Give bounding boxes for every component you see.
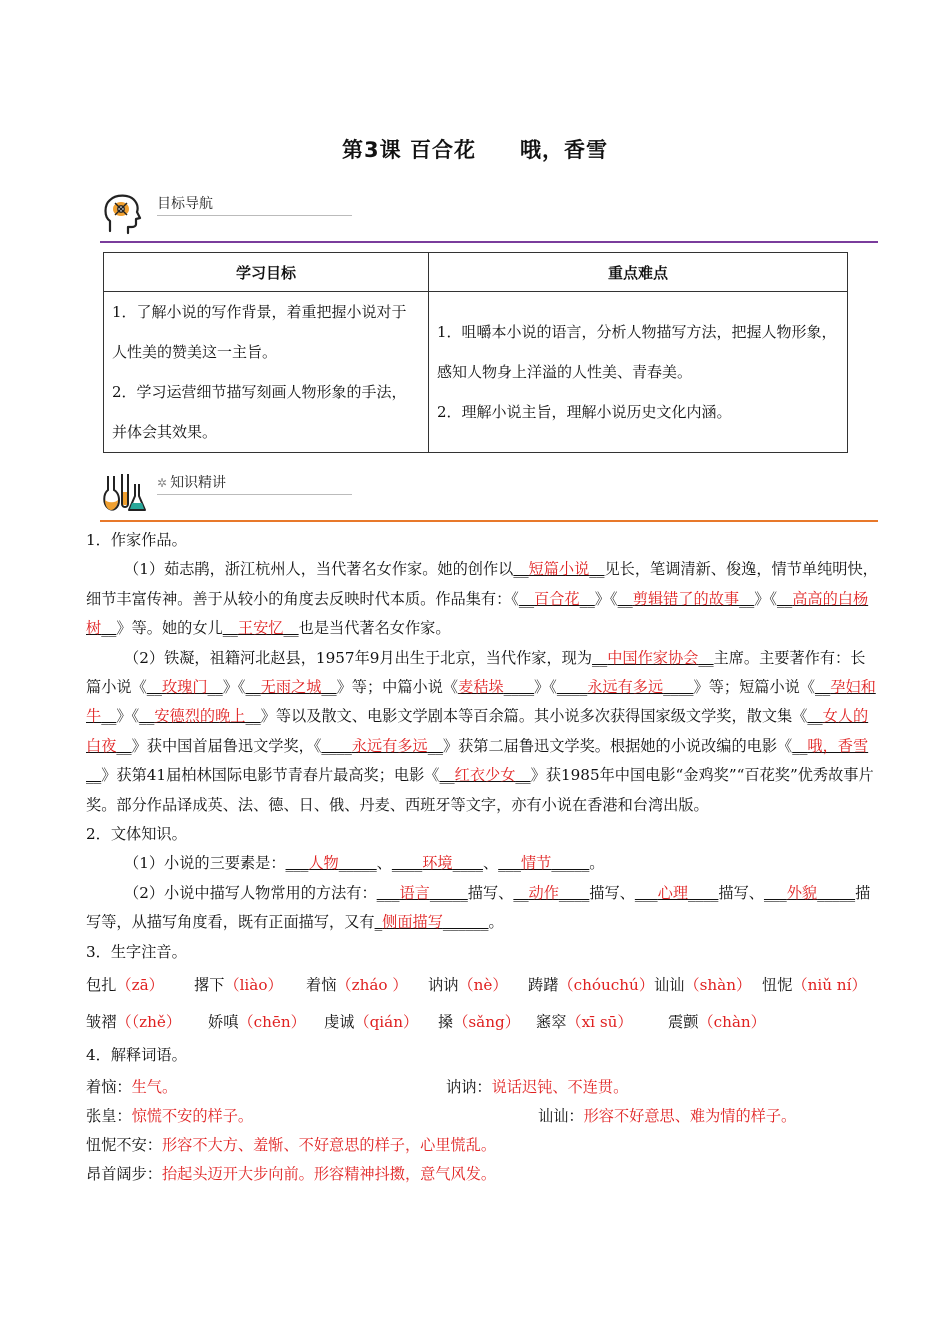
goal-item: 1．了解小说的写作背景，着重把握小说对于人性美的赞美这一主旨。 (112, 303, 407, 361)
keypoints-header: 重点难点 (429, 253, 848, 292)
pinyin-item: 娇嗔（chēn） (208, 1013, 306, 1032)
definition-item: 忸怩不安：形容不大方、羞惭、不好意思的样子，心里慌乱。 (86, 1135, 497, 1154)
pinyin-item: 着恼（zháo ） (306, 976, 408, 995)
goals-nav-label: 目标导航 (157, 196, 213, 212)
pinyin-item: 包扎（zā） (86, 976, 164, 995)
keypoints-cell (429, 292, 848, 453)
goals-header: 学习目标 (104, 253, 429, 292)
s2-heading: 2．文体知识。 (86, 825, 187, 844)
definition-item: 讷讷：说话迟钝、不连贯。 (446, 1077, 629, 1096)
goal-item: 2．学习运营细节描写刻画人物形象的手法，并体会其效果。 (112, 383, 407, 441)
definition-row (86, 1160, 878, 1189)
pinyin-item: 撂下（liào） (194, 976, 283, 995)
definition-item: 着恼：生气。 (86, 1077, 178, 1096)
brain-head-icon (102, 191, 146, 237)
definition-row (86, 1073, 878, 1102)
definition-item: 张皇：惊慌不安的样子。 (86, 1106, 254, 1125)
pinyin-item: 震颤（chàn） (668, 1013, 766, 1032)
pinyin-item: 踌躇（chóuchú） (528, 976, 655, 995)
sparkle-icon: ✲ (157, 476, 168, 490)
pinyin-item: 虔诚（qián） (324, 1013, 419, 1032)
goals-table (103, 252, 848, 453)
pinyin-item: 搡（sǎng） (438, 1013, 520, 1032)
s2-paragraph-2: （2）小说中描写人物常用的方法有：___语言_____描写、__动作____描写、___心理____描写、___外貌_____描写等，从描写角度看，既有正面描写，又有_侧面描写______。 (86, 883, 871, 932)
definition-item: 昂首阔步：抬起头迈开大步向前。形容精神抖擞，意气风发。 (86, 1164, 497, 1183)
divider (157, 215, 352, 216)
definition-item: 讪讪：形容不好意思、难为情的样子。 (538, 1106, 797, 1125)
definitions (86, 1073, 878, 1189)
s1-paragraph-2: （2）铁凝，祖籍河北赵县，1957年9月出生于北京，当代作家，现为__中国作家协会__主席。主要著作有：长篇小说《__玫瑰门__》《__无雨之城__》等；中篇小说《麦秸垛____》《____永远有多远____》等；短篇小说《__孕妇和牛__》《__安德烈的晚上__》等以及散文、电影文学剧本等百余篇。其小说多次获得国家级文学奖，散文集《__女人的白夜__》获中国首届鲁迅文学奖，《____永远有多远__》获第二届鲁迅文学奖。根据她的小说改编的电影《__哦，香雪__》获第41届柏林国际电影节青春片最高奖；电影《__红衣少女__》获1985年中国电影“金鸡奖”“百花奖”优秀故事片奖。部分作品译成英、法、德、日、俄、丹麦、西班牙等文字，亦有小说在香港和台湾出版。 (86, 648, 876, 814)
page-title: 第3课 百合花 哦，香雪 (342, 138, 608, 162)
pinyin-item: 讷讷（nè） (428, 976, 508, 995)
pinyin-item: 忸怩（niǔ ní） (762, 976, 867, 995)
keypoint-item: 2．理解小说主旨，理解小说历史文化内涵。 (437, 403, 732, 421)
keypoint-item: 1．咀嚼本小说的语言，分析人物描写方法，把握人物形象，感知人物身上洋溢的人性美、青春美。 (437, 323, 837, 381)
definition-row (86, 1131, 878, 1160)
pinyin-item: 讪讪（shàn） (654, 976, 752, 995)
s4-heading: 4．解释词语。 (86, 1046, 187, 1065)
knowledge-label: ✲ 知识精讲 (157, 475, 227, 491)
divider (157, 494, 352, 495)
knowledge-body (86, 526, 878, 1189)
s1-heading: 1．作家作品。 (86, 531, 187, 549)
pinyin-row-1 (86, 967, 878, 1004)
orange-rule (100, 520, 878, 522)
pinyin-row-2 (86, 1004, 878, 1041)
knowledge-header (100, 472, 878, 522)
s2-paragraph-1: （1）小说的三要素是：___人物_____、____环境____、___情节_____。 (124, 854, 605, 873)
s3-heading: 3．生字注音。 (86, 942, 187, 961)
goals-nav-header (100, 193, 878, 243)
pinyin-item: 皱褶（（zhě） (86, 1013, 182, 1032)
pinyin-item: 窸窣（xī sū） (536, 1013, 633, 1032)
lab-flask-icon (102, 470, 146, 516)
purple-rule (100, 241, 878, 243)
definition-row (86, 1102, 878, 1131)
goals-cell (104, 292, 429, 453)
s1-paragraph-1: （1）茹志鹃，浙江杭州人，当代著名女作家。她的创作以__短篇小说__见长，笔调清新、俊逸，情节单纯明快，细节丰富传神。善于从较小的角度去反映时代本质。作品集有：《__百合花__》《__剪辑错了的故事__》《__高高的白杨树__》等。她的女儿__王安忆__也是当代著名女作家。 (86, 560, 878, 638)
